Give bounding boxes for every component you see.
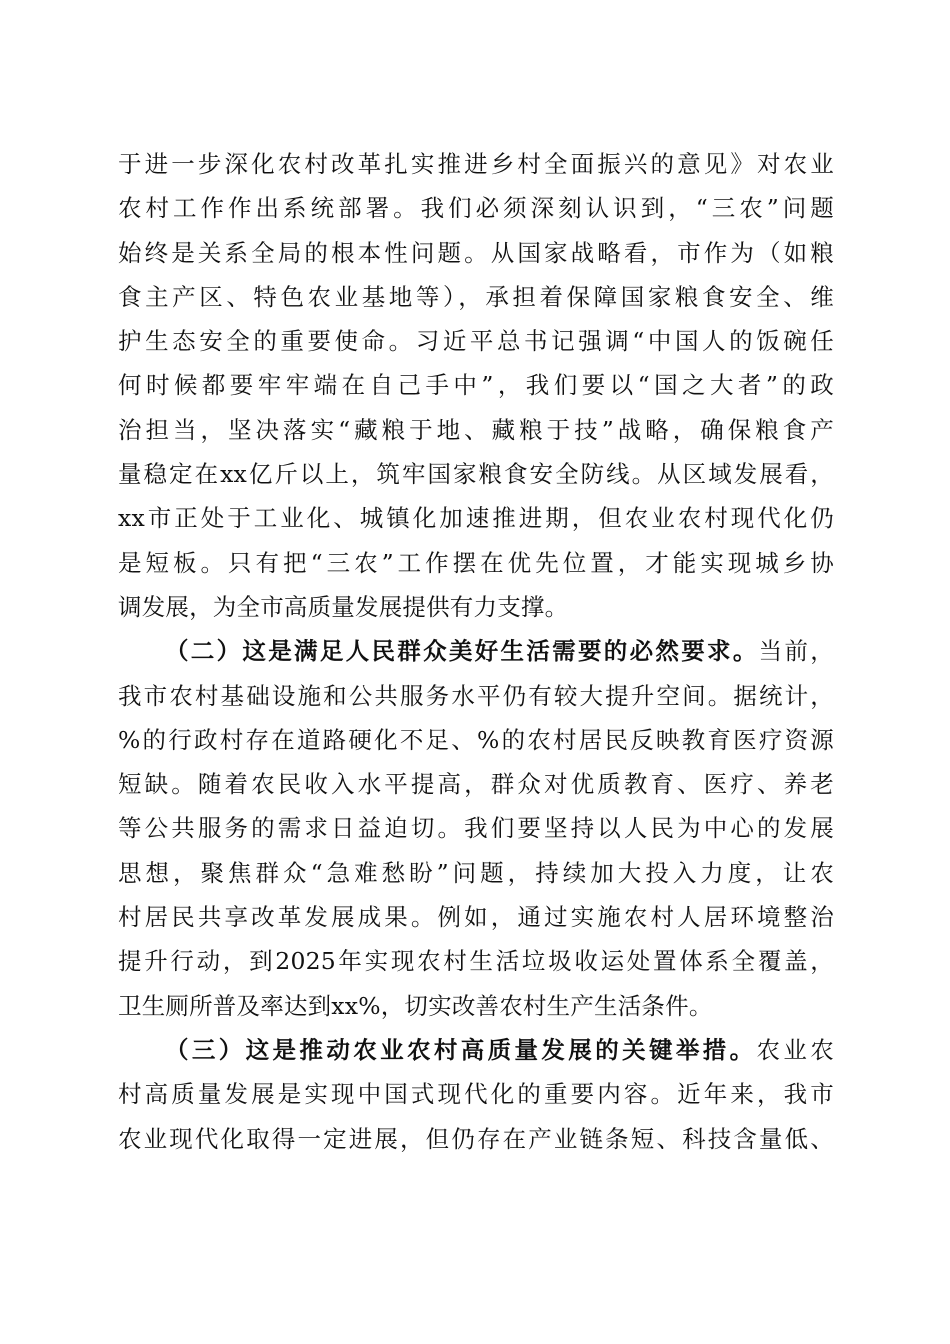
text-line: 短缺。随着农民收入水平提高，群众对优质教育、医疗、养老: [118, 770, 834, 799]
section-heading: （二）这是满足人民群众美好生活需要的必然要求。: [165, 637, 759, 666]
section-heading: （三）这是推动农业农村高质量发展的关键举措。: [165, 1035, 757, 1064]
text-line: 食主产区、特色农业基地等），承担着保障国家粮食安全、维: [118, 282, 834, 311]
text-line: 于进一步深化农村改革扎实推进乡村全面振兴的意见》对农业: [118, 150, 834, 178]
text-line: xx市正处于工业化、城镇化加速推进期，但农业农村现代化仍: [118, 504, 834, 533]
text-line: 思想，聚焦群众“急难愁盼”问题，持续加大投入力度，让农: [118, 858, 834, 887]
text-line: 卫生厕所普及率达到xx%，切实改善农村生产生活条件。: [118, 991, 713, 1020]
text-run: 农业农: [756, 1035, 834, 1064]
text-line: 我市农村基础设施和公共服务水平仍有较大提升空间。据统计，: [118, 681, 834, 710]
text-line: 村居民共享改革发展成果。例如，通过实施农村人居环境整治: [118, 903, 834, 932]
text-line: 农业现代化取得一定进展，但仍存在产业链条短、科技含量低、: [118, 1124, 834, 1153]
text-line: 农村工作作出系统部署。我们必须深刻认识到，“三农”问题: [118, 194, 834, 223]
paragraph-3: [118, 1028, 834, 1161]
text-line: 量稳定在xx亿斤以上，筑牢国家粮食安全防线。从区域发展看，: [118, 460, 834, 489]
text-line: 等公共服务的需求日益迫切。我们要坚持以人民为中心的发展: [118, 814, 834, 843]
paragraph-2: [118, 629, 834, 1028]
paragraph-1: [118, 142, 834, 629]
text-line: 治担当，坚决落实“藏粮于地、藏粮于技”战略，确保粮食产: [118, 415, 834, 444]
text-line: 提升行动，到2025年实现农村生活垃圾收运处置体系全覆盖，: [118, 947, 834, 976]
paragraph-first-line: [118, 1028, 834, 1072]
text-line: 始终是关系全局的根本性问题。从国家战略看，市作为（如粮: [118, 238, 834, 267]
text-line: 护生态安全的重要使命。习近平总书记强调“中国人的饭碗任: [118, 327, 834, 356]
document-page: [118, 142, 834, 1161]
text-line: 调发展，为全市高质量发展提供有力支撑。: [118, 592, 569, 621]
text-run: 当前，: [758, 637, 834, 666]
text-line: 何时候都要牢牢端在自己手中”，我们要以“国之大者”的政: [118, 371, 834, 400]
text-line: 是短板。只有把“三农”工作摆在优先位置，才能实现城乡协: [118, 548, 834, 577]
text-line: %的行政村存在道路硬化不足、%的农村居民反映教育医疗资源: [118, 725, 834, 754]
text-line: 村高质量发展是实现中国式现代化的重要内容。近年来，我市: [118, 1080, 834, 1109]
paragraph-first-line: [118, 629, 834, 673]
